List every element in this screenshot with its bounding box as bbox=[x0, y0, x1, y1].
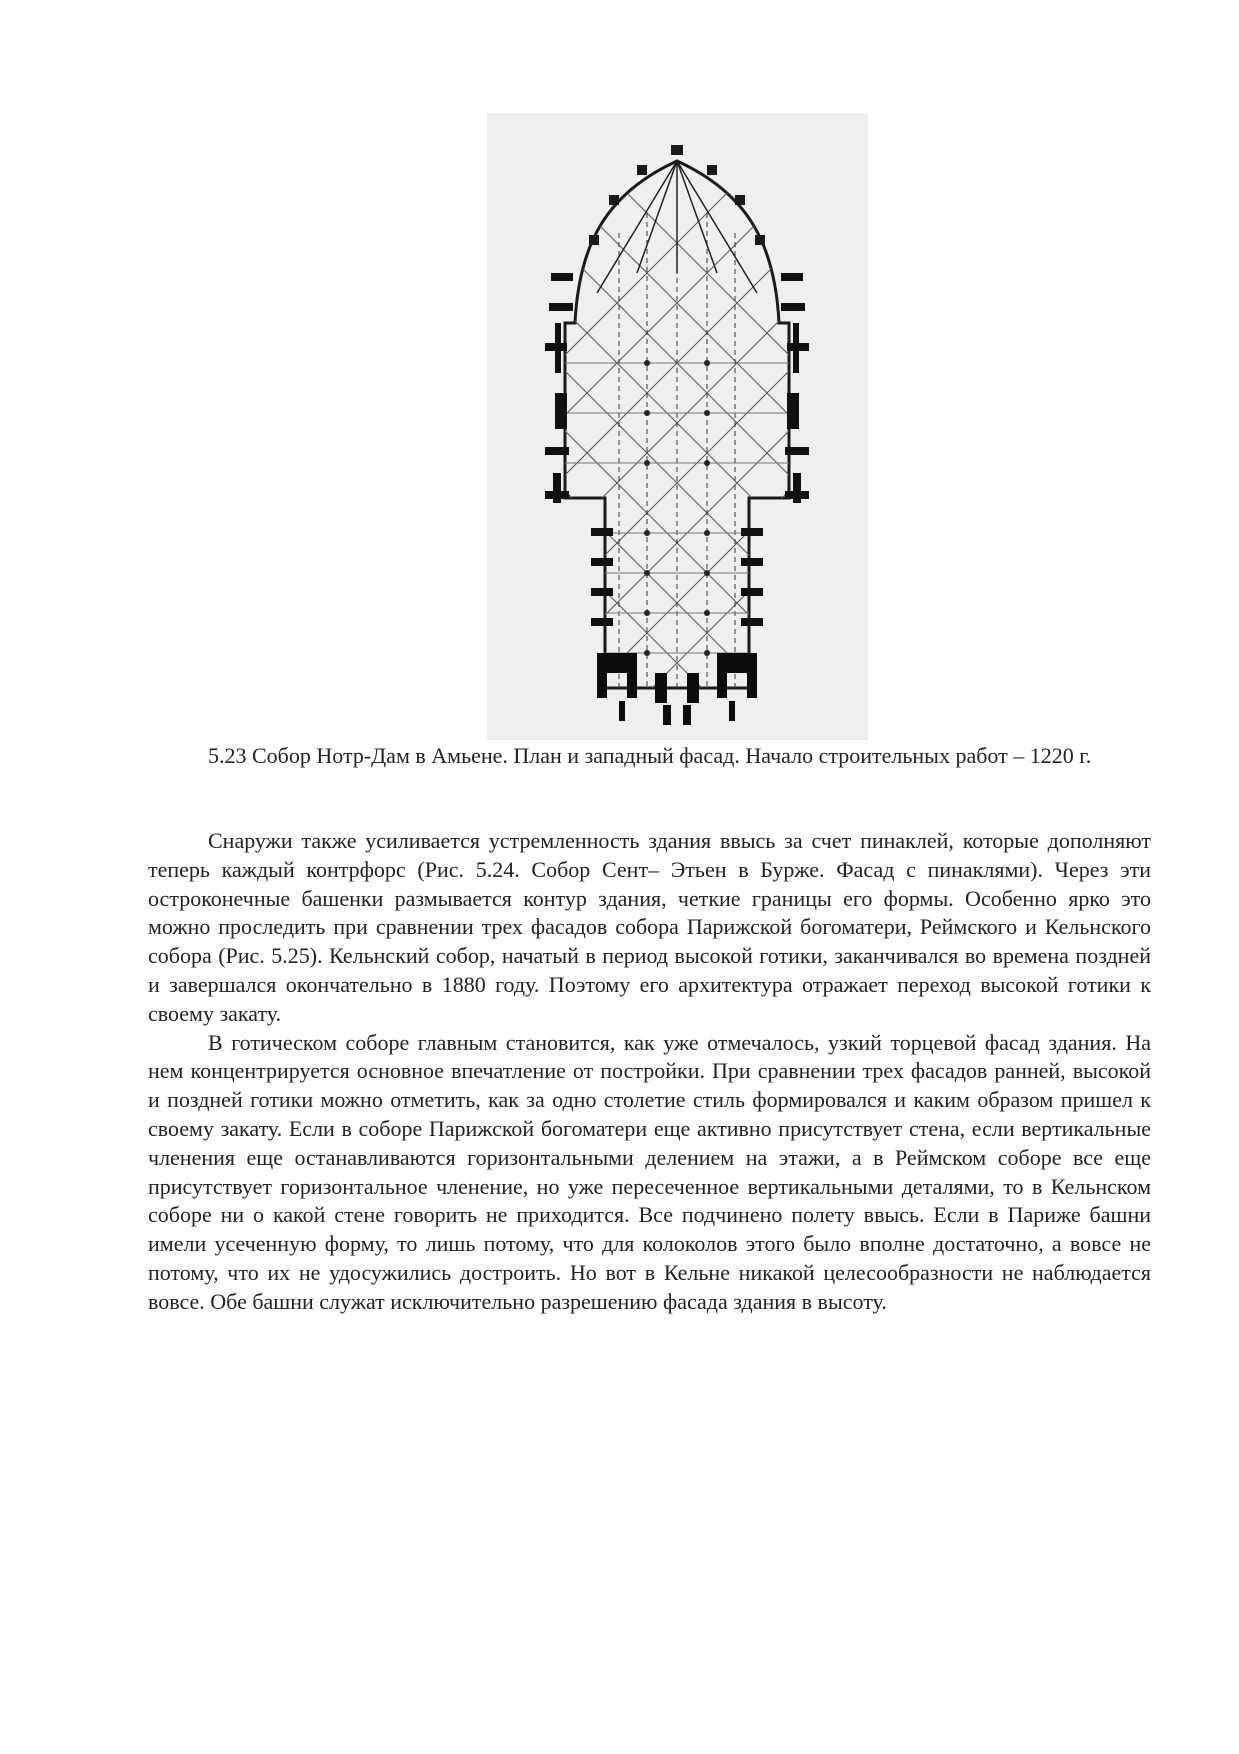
paragraph-pinnacles: Снаружи также усиливается устремленность здания ввысь за счет пинаклей, которые дополняют теперь каждый контрфорс (Рис. 5.24. Собор Сент– Этьен в Бурже. Фасад с пинаклями). Через эти остроконечные башенки размывается контур здания, четкие границы его формы. Особенно ярко это можно проследить при сравнении трех фасадов собора Парижской богоматери, Реймского и Кельнского собора (Рис. 5.25). Кельнский собор, начатый в период высокой готики, заканчивался во времена поздней и завершался окончательно в 1880 году. Поэтому его архитектура отражает переход высокой готики к своему закату. bbox=[148, 828, 1151, 1026]
cathedral-plan-icon bbox=[487, 113, 868, 740]
cathedral-plan-figure bbox=[487, 113, 868, 740]
figure-caption: 5.23 Собор Нотр-Дам в Амьене. План и западный фасад. Начало строительных работ – 1220 г. bbox=[208, 743, 1092, 768]
body-text bbox=[148, 827, 1151, 1317]
paragraph-facade: В готическом соборе главным становится, как уже отмечалось, узкий торцевой фасад здания. На нем концентрируется основное впечатление от постройки. При сравнении трех фасадов ранней, высокой и поздней готики можно отметить, как за одно столетие стиль формировался и каким образом пришел к своему закату. Если в соборе Парижской богоматери еще активно присутствует стена, если вертикальные членения еще останавливаются горизонтальными делением на этажи, а в Реймском соборе все еще присутствует горизонтальное членение, но уже пересеченное вертикальными деталями, то в Кельнском соборе ни о какой стене говорить не приходится. Все подчинено полету ввысь. Если в Париже башни имели усеченную форму, то лишь потому, что для колоколов этого было вполне достаточно, а вовсе не потому, что их не удосужились достроить. Но вот в Кельне никакой целесообразности не наблюдается вовсе. Обе башни служат исключительно разрешению фасада здания в высоту. bbox=[148, 1029, 1151, 1314]
